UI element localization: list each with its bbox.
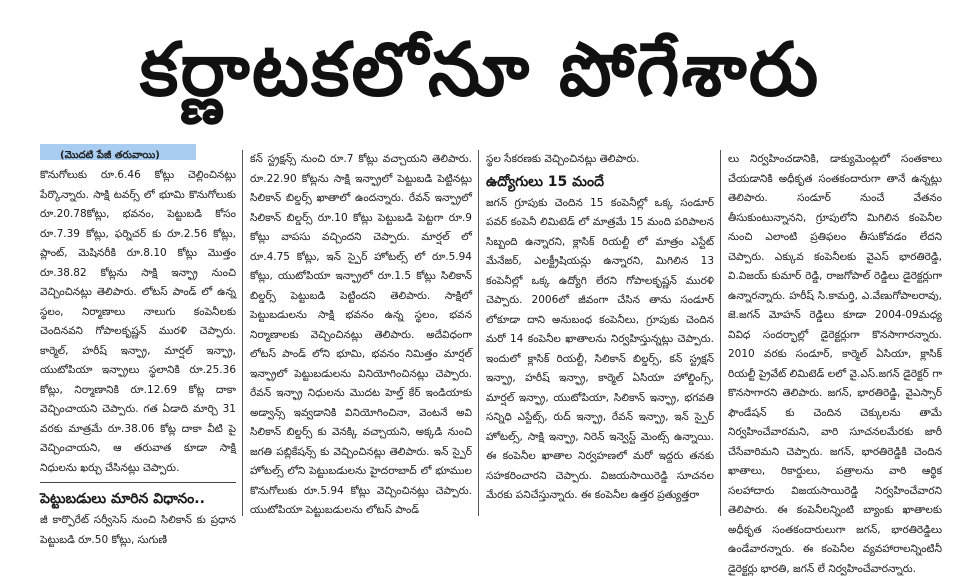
jump-label: (మొదటి పేజీ తరువాయి) xyxy=(60,150,160,161)
column-1 xyxy=(40,166,236,546)
column-2 xyxy=(250,150,472,518)
headline: కర్ణాటకలోనూ పోగేశారు xyxy=(139,27,821,113)
column-3 xyxy=(486,150,714,518)
column-divider xyxy=(242,150,243,516)
paragraph: జగన్ గ్రూపుకు చెందిన 15 కంపెనీల్లో ఒక్క సండూర్ పవర్ కంపెనీ లిమిటెడ్ లో మాత్రమే 15 మంది పరిపాలన సిబ్బంది ఉన్నారని, క్లాసిక్ రియల్టీ లో మాత్రం ఎస్టేట్ మేనేజర్, ఎలక్ట్రీషియన్లు ఉన్నారని, మిగిలిన 13 కంపెనీల్లో ఒక్క ఉద్యోగి లేరని గోపాలకృష్ణన్ మురళి చెప్పారు. 2006లో జీవంగా చేసిన తాను సండూర్ లోకూడా దాని అనుబంధ కంపెనీలు, గ్రూపుకు చెందిన మరో 14 కంపెనీల ఖాతాలను నిర్వహిస్తున్నట్లు చెప్పారు. ఇందులో క్లాసిక్ రియల్టీ, సిలికాన్ బిల్డర్స్, కన్ స్ట్రక్షన్ ఇన్ఫ్రా, హరీష్ ఇన్ఫ్రా, కార్మెల్ ఏసియా హోల్డింగ్స్, మార్షల్ ఇన్ఫ్రా, యుటోపియా, సిలికాన్ ఇన్ఫ్రా, భగవతి సన్నిధి ఎస్టేట్స్, రుద్ ఇన్ఫ్రా, రేవన్ ఇన్ఫ్రా, ఇన్ స్పైర్ హోటల్స్, సాక్షి ఇన్ఫ్రా, నిరెన్ ఇన్వెస్ట్ మెంట్స్ ఉన్నాయి. ఈ కంపెనీల ఖాతాల నిర్వహణలో మరో ఇద్దరు తనకు సహకరించారని చెప్పారు. విజయసాయిరెడ్డి సూచనల మేరకు పనిచేస్తున్నారు. ఈ కంపెనీల ఉత్తర ప్రత్యుత్తరా xyxy=(486,196,714,501)
column-divider xyxy=(478,150,479,516)
subhead: పెట్టుబడులు మారిన విధానం.. xyxy=(40,491,205,507)
paragraph: లు నిర్వహించడానికి, డాక్యుమెంట్లలో సంతకాలు చేయడానికి అధీకృత సంతకందారుగా తానే ఉన్నట్లు తెలిపారు. సండూర్ నుంచే వేతనం తీసుకుంటున్నానని, గ్రూపులోని మిగిలిన కంపెనీల నుంచి ఎలాంటి ప్రతిఫలం తీసుకోవడం లేదని చెప్పారు. ఎక్కువ కంపెనీలకు వైఎస్ భారతిరెడ్డి, వి.విజయ్ కుమార్ రెడ్డి, రాజగోపాల్ రెడ్డిలు డైరెక్టర్లుగా ఉన్నారన్నారు. హరీష్ సి.కామర్తి, ఎ.వేణుగోపాలరావు, జె.జగన్ మోహన్ రెడ్డిలు కూడా 2004-09మధ్య వివిధ సందర్భాల్లో డైరెక్టర్లుగా కొనసాగారన్నారు. 2010 వరకు సండూర్, కార్మెల్ ఏసియా, క్లాసిక్ రియల్టీ ప్రైవేట్ లిమిటెడ్ లలో వై.ఎస్.జగన్ డైరెక్టర్ గా కొనసాగారని తెలిపారు. జగన్, భారతిరెడ్డి, వైఎస్సార్ ఫౌండేషన్ కు చెందిన చెక్కులను తామే నిర్వహించేవారమని, వారి సూచనలమేరకు జారీ చేసేవారిమని చెప్పారు. జగన్, భారతిరెడ్డికి చెందిన ఖాతాలు, రికార్డులు, పత్రాలను వారి ఆర్థిక సలహాదారు విజయసాయిరెడ్డి నిర్వహించేవారని తెలిపారు. ఈ కంపెనీలన్నింటి బ్యాంకు ఖాతాలకు అధీకృత సంతకందారులుగా జగన్, భారతిరెడ్డిలు ఉండేవారన్నారు. ఈ కంపెనీల వ్యవహారాలన్నింటినీ డైరెక్టర్లు భారతి, జగన్ లే నిర్వహించేవారన్నారు. xyxy=(728,153,942,575)
column-4 xyxy=(728,150,942,575)
paragraph: జీ కార్పొరేట్ సర్వీసెస్ నుంచి సిలికాన్ కు ప్రధాన పెట్టుబడి రూ.50 కోట్లు, సుగుణి xyxy=(40,514,236,546)
paragraph: కొనుగోలుకు రూ.6.46 కోట్లు చెల్లించినట్లు పేర్కొన్నారు. సాక్షి టవర్స్ లో భూమి కొనుగోలుకు రూ.20.78కోట్లు, భవనం, పెట్టుబడి కోసం రూ.7.39 కోట్లు, ఫర్నిచర్ కు రూ.2.56 కోట్లు, ప్లాంట్, మెషినరీకి రూ.8.10 కోట్లు మొత్తం రూ.38.82 కోట్లను సాక్షి ఇన్ఫ్రా నుంచి వెచ్చించినట్లు తెలిపారు. లోటస్ పాండ్ లో ఉన్న స్థలం, నిర్మాణాలు నాలుగు కంపెనీలకు చెందినవని గోపాలకృష్ణన్ మురళి చెప్పారు. కార్మెల్, హరీష్ ఇన్ఫ్రా, మార్షల్ ఇన్ఫ్రా, యుటోపియా ఇన్ఫ్రాలు స్థలానికి రూ.25.36 కోట్లు, నిర్మాణానికి రూ.12.69 కోట్ల దాకా వెచ్చించాయని చెప్పారు. గత ఏడాది మార్చి 31 వరకు మాత్రమే రూ.38.06 కోట్ల దాకా వీటి పై వెచ్చించాయని, ఆ తరువాత కూడా సాక్షి నిధులను ఖర్చు చేసినట్లు చెప్పారు. xyxy=(40,169,236,474)
paragraph: కన్ స్ట్రక్షన్స్ నుంచి రూ.7 కోట్లు వచ్చాయని తెలిపారు. రూ.22.90 కోట్లను సాక్షి ఇన్ఫ్రాలో పెట్టుబడి పెట్టినట్లు సిలికాన్ బిల్డర్స్ ఖాతాలో ఉందన్నారు. రేవన్ ఇన్ఫ్రాలో సిలికాన్ బిల్డర్స్ రూ.10 కోట్లు పెట్టుబడి పెట్టగా రూ.9 కోట్లు వాపసు వచ్చిందని చెప్పారు. మార్షల్ లో రూ.4.75 కోట్లు, ఇన్ స్పైర్ హోటల్స్ లో రూ.5.94 కోట్లు, యుటోపియా ఇన్ఫ్రాలో రూ.1.5 కోట్లు సిలికాన్ బిల్డర్స్ పెట్టుబడి పెట్టిందని తెలిపారు. సాక్షిలో పెట్టుబడులను సాక్షి భవనం ఉన్న స్థలం, భవన నిర్మాణాలకు వెచ్చించినట్లు తెలిపారు. అదేవిధంగా లోటస్ పాండ్ లోని భూమి, భవనం నిమిత్తం మార్షల్ ఇన్ఫ్రాలో పెట్టుబడులను వినియోగించినట్లు చెప్పారు. రేవన్ ఇన్ఫ్రా నిధులను మొదట హెల్త్ కేర్ ఇండియాకు అడ్వాన్స్ ఇవ్వడానికి వినియోగించినా, వెంటనే అవి సిలికాన్ బిల్డర్స్ కు వెనక్కి వచ్చాయని, అక్కడి నుంచి జగతి పబ్లికేషన్స్ కు వెచ్చించినట్లు తెలిపారు. ఇన్ స్పైర్ హోటల్స్ లోని పెట్టుబడులను హైదరాబాద్ లో భూముల కొనుగోలుకు రూ.5.94 కోట్లు వెచ్చించినట్లు చెప్పారు. యుటోపియా పెట్టుబడులను లోటస్ పాండ్ xyxy=(250,153,472,516)
section-rule xyxy=(40,482,236,483)
column-divider xyxy=(720,150,721,516)
paragraph: స్థల సేకరణకు వెచ్చించినట్లు తెలిపారు. xyxy=(486,153,640,165)
subhead: ఉద్యోగులు 15 మందే xyxy=(486,173,604,190)
